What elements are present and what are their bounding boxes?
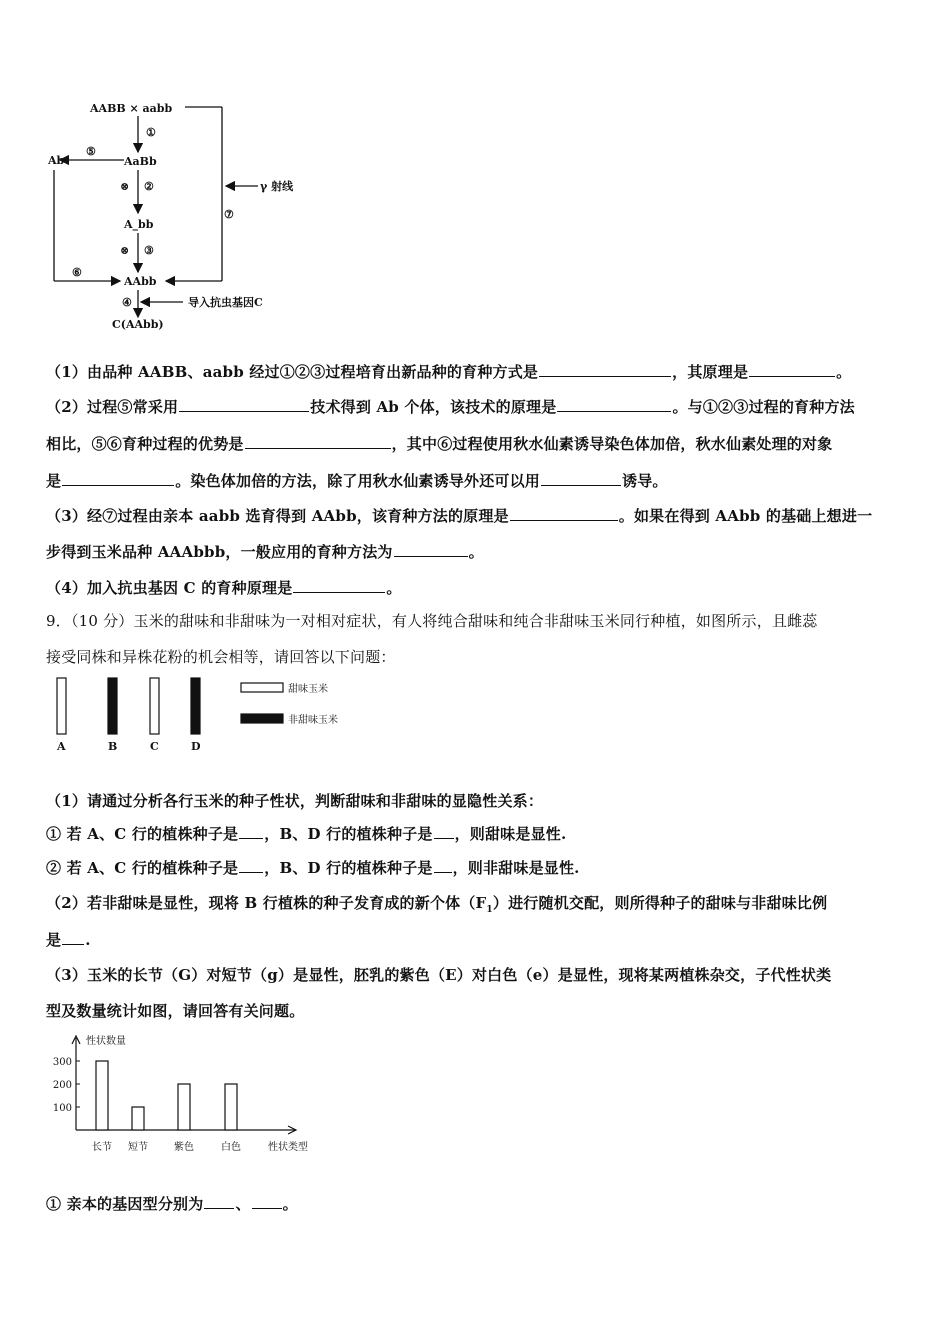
legend-nonsweet-label: 非甜味玉米 [288,715,338,726]
q9-case-a-text2: ，B、D 行的植株种子是 [264,825,433,843]
q8-part2-line1 [46,396,855,417]
q9-intro-text: 9．（10 分）玉米的甜味和非甜味为一对相对症状，有人将纯合甜味和纯合非甜味玉米同行种植，如图所示，且雌蕊 [46,612,818,630]
answer-blank[interactable] [239,858,263,873]
q9-sub2-subscript: 1 [486,905,493,915]
q9-case-b-text: ② 若 A、C 行的植株种子是 [46,859,239,877]
q9-sub3-line2 [46,1000,304,1021]
gene-label: 导入抗虫基因C [188,296,263,309]
q8-p2-text4: 相比，⑤⑥育种过程的优势是 [46,435,244,453]
y-tick-label: 300 [52,1057,72,1068]
row-b-bar [108,678,117,734]
y-tick-label: 200 [52,1080,72,1091]
q9-sub2-end: . [85,931,91,949]
answer-blank[interactable] [749,362,835,377]
step7-label: ⑦ [224,208,234,221]
cross-label: AABB × aabb [90,102,173,115]
q8-p3-text2: 。如果在得到 AAbb 的基础上想进一 [618,507,873,525]
step2-label: ② [144,180,154,193]
selfing-icon: ⊗ [120,244,130,257]
answer-blank[interactable] [62,471,174,486]
x-axis-label: 性状类型 [268,1142,308,1153]
q8-part3-line1 [46,505,872,526]
q9-sub3q-sep: 、 [235,1195,251,1213]
planting-rows-diagram [46,672,366,758]
y-tick-label: 100 [52,1103,72,1114]
answer-blank[interactable] [541,471,621,486]
q8-part2-line3 [46,470,668,491]
q9-sub3-line1 [46,964,831,985]
answer-blank[interactable] [62,930,84,945]
q9-sub3q-end: 。 [282,1195,298,1213]
row-d-label: D [191,740,201,753]
legend-sweet-label: 甜味玉米 [288,684,328,695]
q9-sub1 [46,790,543,811]
q8-p2-text8: 诱导。 [622,472,668,490]
breeding-diagram [40,92,340,337]
q8-p3-end: 。 [468,543,484,561]
q8-p1-text2: ，其原理是 [672,363,749,381]
answer-blank[interactable] [245,434,391,449]
bar-紫色 [178,1084,190,1130]
answer-blank[interactable] [204,1194,234,1209]
q9-sub3-text: （3）玉米的长节（G）对短节（g）是显性，胚乳的紫色（E）对白色（e）是显性，现将某两植株杂交，子代性状类 [46,966,832,984]
q9-intro-line1 [46,610,818,631]
x-tick-label: 白色 [221,1142,241,1153]
q9-sub3-question [46,1193,298,1214]
row-a-bar [57,678,66,734]
q8-part3-line2 [46,541,484,562]
row-b-label: B [108,740,118,753]
aabb-label: AaBb [124,155,157,168]
answer-blank[interactable] [434,858,452,873]
q9-sub3q-text: ① 亲本的基因型分别为 [46,1195,204,1213]
ab-label: Ab [48,154,65,167]
q8-p1-end: 。 [836,363,852,381]
x-tick-label: 紫色 [174,1142,194,1153]
q9-sub1-case-b [46,857,580,878]
bar-短节 [132,1107,144,1130]
q9-sub2-text: （2）若非甜味是显性，现将 B 行植株的种子发育成的新个体（F [46,894,487,912]
abb-label: A_bb [124,218,154,231]
answer-blank[interactable] [179,397,309,412]
aabb2-label: AAbb [124,275,157,288]
q9-sub1-case-a [46,823,566,844]
trait-count-chart [46,1030,336,1160]
answer-blank[interactable] [557,397,671,412]
q8-p4-text: （4）加入抗虫基因 C 的育种原理是 [46,579,293,597]
row-c-label: C [150,740,159,753]
q8-p2-text: （2）过程⑤常采用 [46,398,179,416]
x-tick-label: 长节 [92,1142,112,1153]
step3-label: ③ [144,244,154,257]
answer-blank[interactable] [510,506,618,521]
answer-blank[interactable] [539,362,671,377]
q8-p2-text3: 。与①②③过程的育种方法 [672,398,855,416]
q9-sub1-text: （1）请通过分析各行玉米的种子性状，判断甜味和非甜味的显隐性关系： [46,792,544,810]
q9-sub2-line1 [46,892,827,915]
q8-part4 [46,577,402,598]
q8-p2-text5: ，其中⑥过程使用秋水仙素诱导染色体加倍，秋水仙素处理的对象 [391,435,833,453]
answer-blank[interactable] [293,578,385,593]
selfing-icon: ⊗ [120,180,130,193]
bar-白色 [225,1084,237,1130]
step1-label: ① [146,126,156,139]
y-axis-label: 性状数量 [86,1036,126,1047]
row-a-label: A [57,740,66,753]
answer-blank[interactable] [252,1194,282,1209]
step6-label: ⑥ [72,266,82,279]
step4-label: ④ [122,296,132,309]
result-label: C(AAbb) [112,318,164,331]
q9-sub3-text2: 型及数量统计如图，请回答有关问题。 [46,1002,305,1020]
q9-case-b-text3: ，则非甜味是显性. [452,859,580,877]
legend-nonsweet-swatch [241,714,283,723]
q8-p1-text: （1）由品种 AABB、aabb 经过①②③过程培育出新品种的育种方式是 [46,363,539,381]
answer-blank[interactable] [239,824,263,839]
gamma-label: γ 射线 [260,180,294,193]
row-d-bar [191,678,200,734]
q8-p2-text7: 。染色体加倍的方法，除了用秋水仙素诱导外还可以用 [175,472,541,490]
answer-blank[interactable] [434,824,454,839]
q9-sub2-text3: 是 [46,931,62,949]
q9-case-a-text: ① 若 A、C 行的植株种子是 [46,825,239,843]
bar-长节 [96,1061,108,1130]
q8-part2-line2 [46,433,832,454]
q9-intro-text2: 接受同株和异株花粉的机会相等，请回答以下问题： [46,648,396,666]
q9-intro-line2 [46,646,396,667]
q9-case-a-text3: ，则甜味是显性. [454,825,567,843]
q8-p3-text3: 步得到玉米品种 AAAbbb，一般应用的育种方法为 [46,543,393,561]
q9-case-b-text2: ，B、D 行的植株种子是 [264,859,433,877]
q9-sub2-line2 [46,929,91,950]
q8-p2-text2: 技术得到 Ab 个体，该技术的原理是 [310,398,557,416]
answer-blank[interactable] [394,542,468,557]
q8-part1 [46,361,851,382]
row-c-bar [150,678,159,734]
q8-p3-text: （3）经⑦过程由亲本 aabb 选育得到 AAbb，该育种方法的原理是 [46,507,509,525]
q9-sub2-text2: ）进行随机交配，则所得种子的甜味与非甜味比例 [492,894,828,912]
x-tick-label: 短节 [128,1142,148,1153]
step5-label: ⑤ [86,145,96,158]
legend-sweet-swatch [241,683,283,692]
q8-p4-end: 。 [386,579,402,597]
q8-p2-text6: 是 [46,472,62,490]
